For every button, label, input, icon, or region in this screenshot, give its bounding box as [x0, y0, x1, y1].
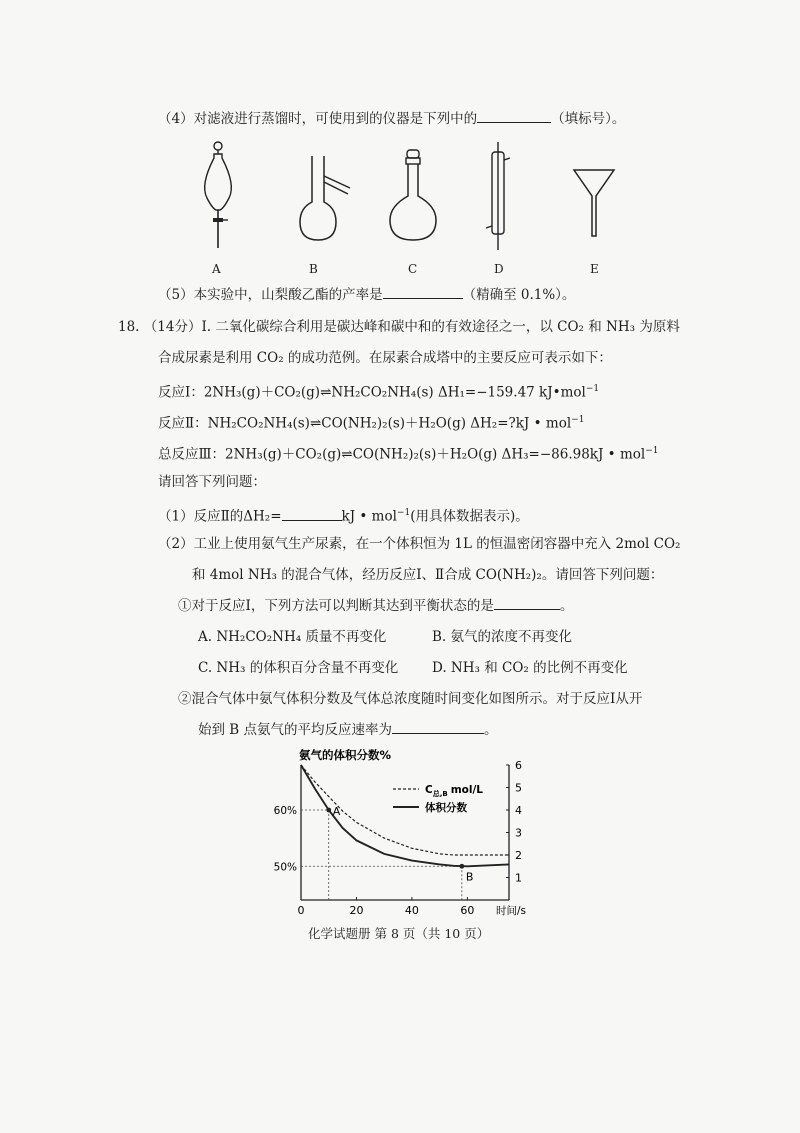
- sub1-stem: [178, 597, 573, 615]
- point-a: [326, 808, 331, 813]
- right-tick-label: 1: [515, 871, 522, 885]
- chart-lines: [301, 765, 509, 883]
- sub2-line2: [198, 721, 498, 739]
- part1-sup: −1: [396, 508, 411, 518]
- left-tick-label: 50%: [273, 861, 297, 874]
- part1-tail: (用具体数据表示)。: [410, 508, 529, 525]
- reaction-2-text: 反应Ⅱ：NH₂CO₂NH₄(s)⇌CO(NH₂)₂(s)＋H₂O(g) ΔH₂=?kJ • mol: [158, 415, 572, 432]
- right-tick-label: 6: [515, 759, 522, 772]
- q5-stem-text: （5）本实验中，山梨酸乙酯的产率是: [158, 287, 383, 303]
- option-c: C. NH₃ 的体积百分含量不再变化: [198, 660, 399, 676]
- right-tick-label: 2: [515, 849, 522, 862]
- chart-legend: [393, 784, 483, 814]
- x-tick-label: 20: [349, 904, 364, 917]
- q18-part1: [158, 504, 529, 526]
- sub2-tail: 。: [484, 722, 498, 738]
- point-b: [459, 864, 464, 869]
- x-axis-label: 时间/s: [495, 905, 527, 917]
- q5-stem-tail: （精确至 0.1%）。: [462, 287, 576, 303]
- part1-unit: kJ • mol: [341, 508, 397, 525]
- q4-answer-blank[interactable]: [477, 110, 551, 123]
- point-label-b: B: [465, 870, 474, 884]
- x-tick-label: 40: [404, 904, 419, 917]
- legend-dashed-label: $C_{总,B}$ mol/L: [425, 784, 483, 798]
- page-footer: 化学试题册 第 8 页（共 10 页）: [308, 926, 490, 941]
- part1-text: （1）反应Ⅱ的ΔH₂=: [158, 508, 282, 525]
- reaction-1: [158, 380, 599, 402]
- chart-svg: [265, 745, 535, 920]
- reaction-1-text: 反应Ⅰ：2NH₃(g)＋CO₂(g)⇌NH₂CO₂NH₄(s) ΔH₁=−159.47 kJ•mol: [158, 384, 586, 401]
- ammonia-chart: [265, 745, 535, 945]
- q4-stem: [158, 110, 625, 128]
- option-d: D. NH₃ 和 CO₂ 的比例不再变化: [432, 660, 628, 676]
- separatory-funnel-icon: [196, 140, 240, 250]
- x-tick-label: 0: [297, 904, 305, 917]
- funnel-icon: [572, 166, 616, 238]
- sub2-line1: ②混合气体中氨气体积分数及气体总浓度随时间变化如图所示。对于反应Ⅰ从开: [178, 691, 643, 707]
- q18-header: 18. （14分）Ⅰ. 二氧化碳综合利用是碳达峰和碳中和的有效途径之一，以 CO₂ 和 NH₃ 为原料: [118, 319, 680, 335]
- apparatus-label: B: [309, 262, 318, 276]
- point-label-a: A: [332, 805, 341, 818]
- q18-part2-line1: （2）工业上使用氨气生产尿素，在一个体积恒为 1L 的恒温密闭容器中充入 2mol CO₂: [158, 536, 681, 552]
- apparatus-label: A: [212, 262, 221, 276]
- q5-answer-blank[interactable]: [383, 286, 463, 299]
- right-tick-label: 3: [515, 826, 522, 840]
- apparatus-label: C: [408, 262, 418, 276]
- reaction-1-sup: −1: [585, 384, 600, 394]
- ask-line: 请回答下列问题：: [158, 474, 266, 490]
- option-a: A. NH₂CO₂NH₄ 质量不再变化: [198, 629, 387, 645]
- reaction-2-sup: −1: [571, 415, 585, 425]
- apparatus-label: E: [590, 262, 599, 276]
- sub1-answer-blank[interactable]: [494, 597, 560, 610]
- left-tick-label: 60%: [273, 805, 297, 817]
- apparatus-label: D: [494, 262, 504, 276]
- legend-solid-label: 体积分数: [425, 802, 467, 814]
- chart-title: 氨气的体积分数%: [299, 748, 392, 762]
- q18-header-cont: 合成尿素是利用 CO₂ 的成功范例。在尿素合成塔中的主要反应可表示如下：: [158, 350, 612, 366]
- reaction-3-sup: −1: [645, 446, 659, 456]
- option-b: B. 氨气的浓度不再变化: [432, 629, 573, 645]
- distillation-flask-icon: [296, 152, 352, 242]
- volumetric-flask-icon: [388, 148, 438, 242]
- chart-guides: [301, 810, 462, 900]
- reaction-3-text: 总反应Ⅲ：2NH₃(g)＋CO₂(g)⇌CO(NH₂)₂(s)＋H₂O(g) ΔH₃=−86.98kJ • mol: [158, 446, 646, 463]
- sub1-tail: 。: [559, 598, 574, 614]
- q5-stem: [158, 286, 575, 304]
- part1-answer-blank[interactable]: [282, 508, 342, 521]
- q4-stem-text: （4）对滤液进行蒸馏时，可使用到的仪器是下列中的: [158, 111, 478, 127]
- sub2-answer-blank[interactable]: [392, 721, 484, 734]
- condenser-icon: [484, 140, 512, 252]
- q18-part2-line2: 和 4mol NH₃ 的混合气体，经历反应Ⅰ、Ⅱ合成 CO(NH₂)₂。请回答下列问题：: [192, 567, 664, 583]
- sub2-text: 始到 B 点氨气的平均反应速率为: [198, 722, 393, 738]
- sub1-text: ①对于反应Ⅰ，下列方法可以判断其达到平衡状态的是: [178, 598, 494, 614]
- reaction-3: [158, 442, 658, 464]
- right-tick-label: 4: [515, 804, 522, 817]
- q4-stem-tail: （填标号）。: [551, 111, 626, 127]
- x-tick-label: 60: [460, 904, 475, 917]
- reaction-2: [158, 411, 584, 433]
- right-tick-label: 5: [515, 781, 522, 795]
